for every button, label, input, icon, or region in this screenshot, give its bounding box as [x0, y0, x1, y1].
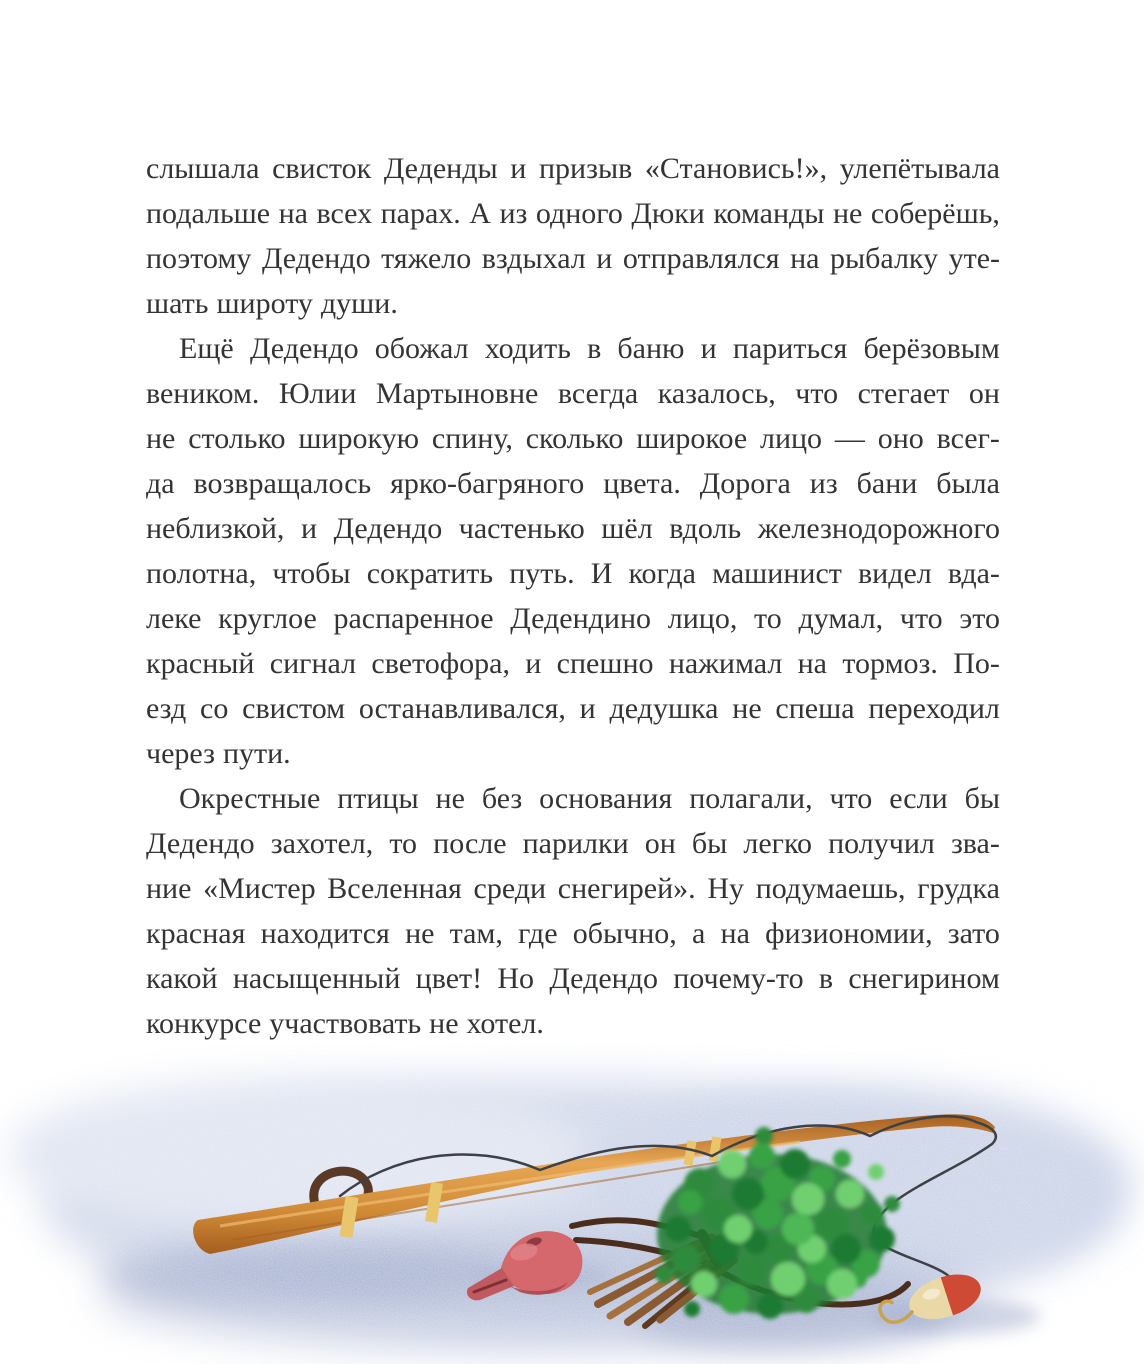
text-line: какой насыщенный цвет! Но Дедендо почему-то в снегирином [146, 962, 1000, 995]
text-line: подальше на всех парах. А из одного Дюки команды не соберёшь, [146, 197, 1000, 230]
text-line: Ещё Дедендо обожал ходить в баню и париться берёзовым [179, 332, 1000, 365]
text-line: Окрестные птицы не без основания полагали, что если бы [179, 782, 1000, 815]
text-line: ние «Мистер Вселенная среди снегирей». Ну подумаешь, грудка [146, 872, 1000, 905]
text-line: красная находится не там, где обычно, а на физиономии, зато [146, 917, 1000, 950]
text-line: через пути. [146, 737, 291, 770]
text-line: да возвращалось ярко-багряного цвета. Дорога из бани была [146, 467, 1000, 500]
text-line: конкурсе участвовать не хотел. [146, 1007, 544, 1040]
text-line: Дедендо захотел, то после парилки он бы легко получил зва- [146, 827, 1000, 860]
text-line: шать широту души. [146, 287, 398, 320]
text-line: поэтому Дедендо тяжело вздыхал и отправлялся на рыбалку уте- [146, 242, 1000, 275]
text-line: леке круглое распаренное Дедендино лицо, то думал, что это [146, 602, 1000, 635]
illustration [0, 1044, 1144, 1364]
text-line: веником. Юлии Мартыновне всегда казалось, что стегает он [146, 377, 1000, 410]
text-line: неблизкой, и Дедендо частенько шёл вдоль железнодорожного [146, 512, 1000, 545]
snow-grain-texture [0, 1044, 1144, 1364]
text-line: слышала свисток Деденды и призыв «Становись!», улепётывала [146, 152, 1000, 185]
text-block [146, 146, 1000, 1046]
text-line: полотна, чтобы сократить путь. И когда машинист видел вда- [146, 557, 1000, 590]
text-line: красный сигнал светофора, и спешно нажимал на тормоз. По- [146, 647, 1000, 680]
snow-background [0, 1044, 1144, 1364]
text-line: езд со свистом останавливался, и дедушка не спеша переходил [146, 692, 1000, 725]
text-line: не столько широкую спину, сколько широкое лицо — оно всег- [146, 422, 1000, 455]
